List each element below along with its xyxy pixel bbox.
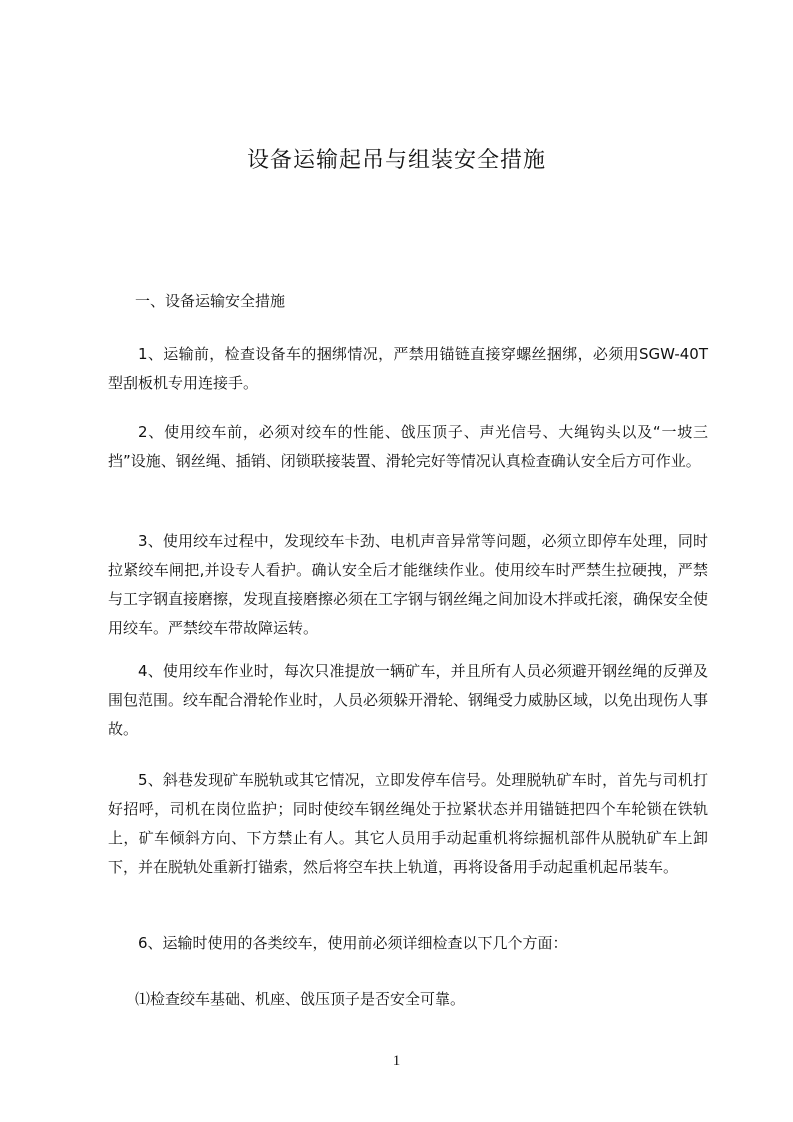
paragraph-1: 1、运输前，检查设备车的捆绑情况，严禁用锚链直接穿螺丝捆绑，必须用SGW-40T型刮板机专用连接手。 — [108, 345, 708, 392]
paragraph-2: 2、使用绞车前，必须对绞车的性能、戗压顶子、声光信号、大绳钩头以及“一坡三挡”设施、钢丝绳、插销、闭锁联接装置、滑轮完好等情况认真检查确认安全后方可作业。 — [108, 423, 708, 470]
paragraph-4: 4、使用绞车作业时，每次只准提放一辆矿车，并且所有人员必须避开钢丝绳的反弹及围包范围。绞车配合滑轮作业时，人员必须躲开滑轮、钢绳受力威胁区域，以免出现伤人事故。 — [108, 662, 709, 738]
paragraph-7: ⑴检查绞车基础、机座、戗压顶子是否安全可靠。 — [135, 990, 466, 1008]
paragraph-3: 3、使用绞车过程中，发现绞车卡劲、电机声音异常等问题，必须立即停车处理，同时拉紧绞车闸把,并设专人看护。确认安全后才能继续作业。使用绞车时严禁生拉硬拽，严禁与工字钢直接磨擦，发现直接磨擦必须在工字钢与钢丝绳之间加设木拌或托滚，确保安全使用绞车。严禁绞车带故障运转。 — [108, 532, 709, 637]
paragraph-6: 6、运输时使用的各类绞车，使用前必须详细检查以下几个方面： — [138, 934, 568, 952]
page-number: 1 — [392, 1053, 401, 1069]
paragraph-5: 5、斜巷发现矿车脱轨或其它情况，立即发停车信号。处理脱轨矿车时，首先与司机打好招呼，司机在岗位监护；同时使绞车钢丝绳处于拉紧状态并用锚链把四个车轮锁在铁轨上，矿车倾斜方向、下方禁止有人。其它人员用手动起重机将综掘机部件从脱轨矿车上卸下，并在脱轨处重新打锚索，然后将空车扶上轨道，再将设备用手动起重机起吊装车。 — [108, 771, 708, 876]
document-title: 设备运输起吊与组装安全措施 — [246, 148, 546, 173]
section-heading: 一、设备运输安全措施 — [135, 292, 286, 310]
